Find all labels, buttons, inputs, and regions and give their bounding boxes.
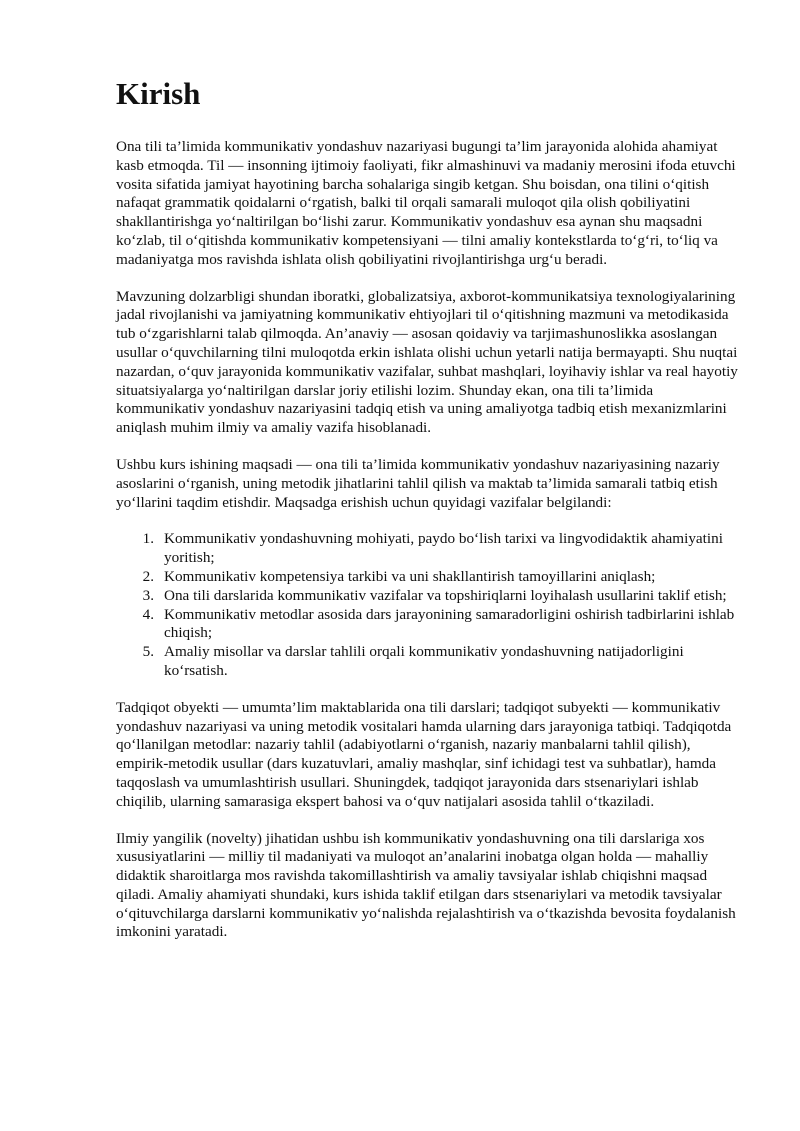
task-item xyxy=(116,530,740,568)
page-title: Kirish xyxy=(116,76,201,111)
novelty-paragraph: Ilmiy yangilik (novelty) jihatidan ushbu ish kommunikativ yondashuvning ona tili darslariga xos xususiyatlarini — milliy til madaniyati va muloqot an’analarini inobatga olgan holda — mahalliy didaktik sharoitlarga mos ravishda takomillashtirish va amaliy tavsiyalar ishlab chiqishni maqsad qiladi. Amaliy ahamiyati shundaki, kurs ishida taklif etilgan dars stsenariylari va metodik tavsiyalar o‘qituvchilarga darslarni kommunikativ yo‘nalishda rejalashtirish va o‘tkazishda bevosita foydalanish imkonini yaratadi. xyxy=(116,829,736,941)
task-number: 4. xyxy=(142,605,154,623)
task-text: Kommunikativ yondashuvning mohiyati, paydo bo‘lish tarixi va lingvodidaktik ahamiyatini yoritish; xyxy=(164,530,723,567)
relevance-paragraph: Mavzuning dolzarbligi shundan iboratki, globalizatsiya, axborot-kommunikatsiya texnologiyalarining jadal rivojlanishi va jamiyatning kommunikativ ehtiyojlari til o‘qitishning mazmuni va metodikasida tub o‘zgarishlarni talab qilmoqda. An’anaviy — asosan qoidaviy va tarjimashunoslikka asoslangan usullar o‘quvchilarning tilni muloqotda erkin ishlata olishi uchun yetarli natija bermayapti. Shu nuqtai nazardan, o‘quv jarayonida kommunikativ vazifalar, suhbat mashqlari, loyihaviy ishlar va real hayotiy situatsiyalarga yo‘naltirilgan darslar joriy etilishi lozim. Shunday ekan, ona tili ta’limida kommunikativ yondashuv nazariyasini tadqiq etish va uning amaliyotga tadbiq etish mexanizmlarini aniqlash muhim ilmiy va amaliy vazifa hisoblanadi. xyxy=(116,287,738,437)
task-item xyxy=(116,643,740,681)
task-number: 2. xyxy=(142,567,154,585)
aim-paragraph: Ushbu kurs ishining maqsadi — ona tili ta’limida kommunikativ yondashuv nazariyasining nazariy asoslarini o‘rganish, uning metodik jihatlarini tahlil qilish va maktab ta’limida samarali tatbiq etish yo‘llarini taqdim etishdir. Maqsadga erishish uchun quyidagi vazifalar belgilandi: xyxy=(116,455,720,511)
task-number: 1. xyxy=(142,530,154,548)
tasks-list xyxy=(116,530,740,680)
task-item xyxy=(116,568,740,587)
research-object-paragraph: Tadqiqot obyekti — umumta’lim maktablarida ona tili darslari; tadqiqot subyekti — kommunikativ yondashuv nazariyasi va uning metodik vositalari hamda ularning dars jarayoniga tatbiqi. Tadqiqotda qo‘llanilgan metodlar: nazariy tahlil (adabiyotlarni o‘rganish, nazariy manbalarni tahlil qilish), empirik-metodik usullar (dars kuzatuvlari, amaliy mashqlar, sinf ichidagi test va suhbatlar), hamda taqqoslash va umumlashtirish usullari. Shuningdek, tadqiqot jarayonida dars stsenariylari ishlab chiqilib, ularning samarasiga ekspert bahosi va o‘quv natijalari asosida tahlil o‘tkaziladi. xyxy=(116,698,732,810)
task-number: 3. xyxy=(142,586,154,604)
task-item xyxy=(116,606,740,644)
intro-paragraph: Ona tili ta’limida kommunikativ yondashuv nazariyasi bugungi ta’lim jarayonida alohida ahamiyat kasb etmoqda. Til — insonning ijtimoiy faoliyati, fikr almashinuvi va madaniy merosini ifoda etuvchi vosita sifatida jamiyat hayotining barcha sohalariga singib ketgan. Shu boisdan, ona tilini o‘qitish nafaqat grammatik qoidalarni o‘rgatish, balki til orqali samarali muloqot qila olish qobiliyatini shakllantirishga yo‘naltirilgan bo‘lishi zarur. Kommunikativ yondashuv esa aynan shu maqsadni ko‘zlab, til o‘qitishda kommunikativ kompetensiyani — tilni amaliy kontekstlarda to‘g‘ri, to‘liq va madaniyatga mos ravishda ishlata olish qobiliyatini rivojlantirishga urg‘u beradi. xyxy=(116,138,736,268)
task-number: 5. xyxy=(142,643,154,661)
task-text: Amaliy misollar va darslar tahlili orqali kommunikativ yondashuvning natijadorligini ko‘rsatish. xyxy=(164,643,684,679)
task-text: Kommunikativ metodlar asosida dars jarayonining samaradorligini oshirish tadbirlarini ishlab chiqish; xyxy=(164,605,735,642)
task-text: Kommunikativ kompetensiya tarkibi va uni shakllantirish tamoyillarini aniqlash; xyxy=(164,567,656,585)
task-item xyxy=(116,587,740,606)
task-text: Ona tili darslarida kommunikativ vazifalar va topshiriqlarni loyihalash usullarini taklif etish; xyxy=(164,586,727,604)
